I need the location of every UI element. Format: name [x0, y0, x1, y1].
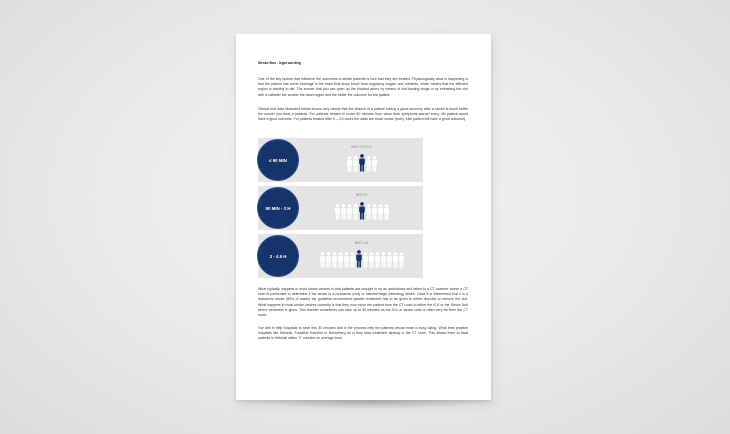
document-title: Stroke Box - legal wording: [258, 61, 301, 65]
person-icon: [335, 204, 340, 220]
person-icon: [381, 252, 386, 268]
paragraph-our-aim: Our aim is help hospitals to save this 30 minutes and in the process help the patients whose brain is busy dying. What best practice hospitals like Helsinki, Frankfurt Hoechst or Heidelberg do is they start treatment already in the CT room. This allows them to treat patients in Helsinki within 17 minutes on average from: [258, 326, 468, 341]
person-icon: [353, 204, 358, 220]
person-icon: [332, 252, 337, 268]
person-icon: [393, 252, 398, 268]
document-page: [236, 34, 491, 400]
person-icon: [369, 252, 374, 268]
person-icon: [372, 156, 377, 172]
people-row: [300, 250, 423, 268]
people-row: [300, 202, 423, 220]
person-icon: [366, 156, 371, 172]
person-icon: [372, 204, 377, 220]
person-icon: [366, 204, 371, 220]
person-icon: [378, 204, 383, 220]
nnt-label: NNT=9: [355, 193, 368, 197]
paragraph-intro: One of the key factors that influence the outcomes of stroke patients is how fast they are treated. Physiologically what is happening is that the patient has some blockage in the brain that stops blood from supplying oxygen and nutrients, which means that the affected region is starting to die. The sooner that you can open up the blocked artery by means of clot busting drugs or by extracting the clot with a catheter the smaller the dead region and the better the outcome for the patient.: [258, 77, 468, 97]
person-icon: [338, 252, 343, 268]
paragraph-ct-workflow: What typically happens in most stroke centres is that patients are brought in by an ambulance and taken to a CT scanner where a CT scan is performed to determine if the stroke is a ischaemic (clot) or haemorrhagic (bleeding) stroke. Once it is determined that it is a ischaemic stroke (80% of cases) the guideline recommend specific treatment has to be given to either dissolve or remove the clot. What happens in most stroke centres currently is that they now move the patient from the CT room to either the ICU or the Stroke Unit where treatment is given. This transfer sometimes can take up to 30 minutes as the ICU or stroke units is often very far from the CT room.: [258, 287, 468, 318]
nnt-label: NNT=14: [354, 241, 369, 245]
person-icon: [353, 156, 358, 172]
person-icon-highlighted: [359, 154, 365, 172]
nnt-row-under-90-min: [258, 138, 423, 182]
person-icon: [384, 204, 389, 220]
person-icon: [341, 204, 346, 220]
person-icon: [347, 204, 352, 220]
time-badge: 90 MIN - 3 H: [257, 187, 299, 229]
person-icon-highlighted: [359, 202, 365, 220]
nnt-row-3-4-5-h: [258, 234, 423, 278]
person-icon: [326, 252, 331, 268]
paragraph-clinical-data: Clinical trial data illustrated below shows very clearly that the chance of a patient having a good recovery after a stroke is much better the sooner you treat a patients. For patients treated in under 90 minutes from when their symptoms started every 4th patient would have a good outcome. For patients treated after 3 – 4,5 hours the odds are much worse (every 14th patient will have a good outcome).: [258, 107, 468, 122]
person-icon: [387, 252, 392, 268]
person-icon: [320, 252, 325, 268]
person-icon-highlighted: [356, 250, 362, 268]
people-row: [300, 154, 423, 172]
person-icon: [350, 252, 355, 268]
person-icon: [344, 252, 349, 268]
nnt-row-90-min-3-h: [258, 186, 423, 230]
person-icon: [363, 252, 368, 268]
person-icon: [375, 252, 380, 268]
time-badge: 3 - 4.5 H: [257, 235, 299, 277]
person-icon: [347, 156, 352, 172]
nnt-label: NNT=4 TO 5: [351, 145, 372, 149]
time-badge: ≤ 90 MIN: [257, 139, 299, 181]
person-icon: [399, 252, 404, 268]
